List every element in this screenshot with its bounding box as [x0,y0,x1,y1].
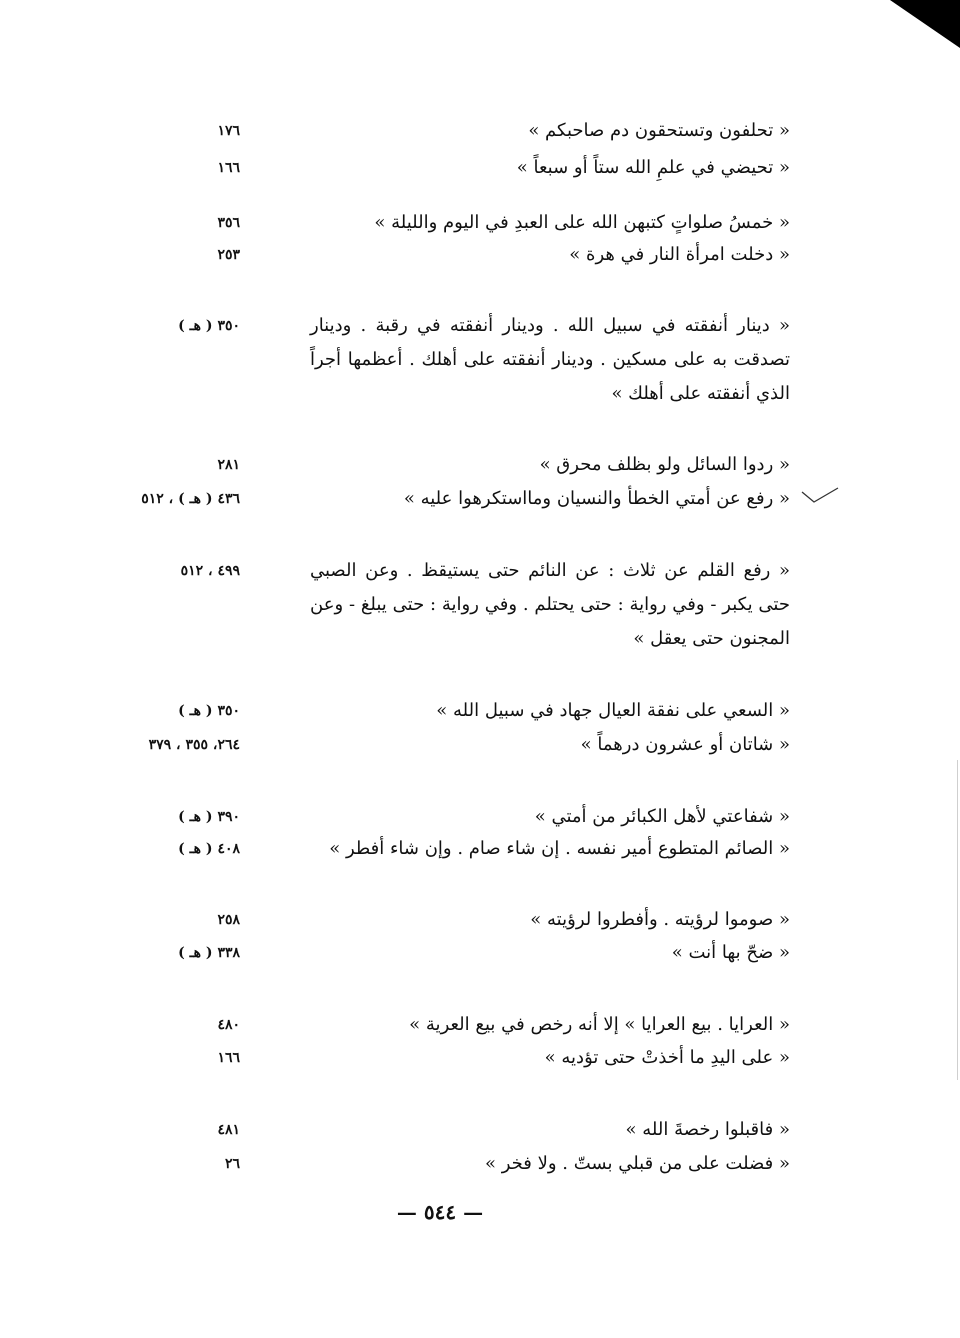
page-reference: ٣٥٠ ( هـ ) [178,703,240,719]
hadith-text: « دينار أنفقته في سبيل الله . ودينار أنفقته في رقبة . ودينار تصدقت به على مسكين . ودينار أنفقته على أهلك . أعظمها أجراً الذي أنفقته على أهلك » [310,315,790,404]
check-mark-icon [800,486,840,506]
page-reference: ٢٦٤، ٣٥٥ ، ٣٧٩ [148,737,240,753]
page-reference: ٣٥٠ ( هـ ) [178,318,240,334]
hadith-text: « السعي على نفقة العيال جهاد في سبيل الله » [436,700,790,721]
page-reference: ٤٠٨ ( هـ ) [178,841,240,857]
hadith-text: « رفع القلم عن ثلاث : عن النائم حتى يستيقظ . وعن الصبي حتى يكبر - وفي رواية : حتى يحتلم . وفي رواية : حتى يبلغ - وعن المجنون حتى يعقل » [310,560,790,649]
page-reference: ١٦٦ [217,1050,240,1066]
page-reference: ٢٥٣ [217,247,240,263]
page-reference: ٤٣٦ ( هـ ) ، ٥١٢ [141,491,240,507]
page-reference: ٣٥٦ [217,215,240,231]
hadith-text: « فضلت على من قبلي بستّ . ولا فخر » [485,1153,790,1174]
page-reference: ٣٣٨ ( هـ ) [178,945,240,961]
hadith-text: « الصائم المتطوع أمير نفسه . إن شاء صام . وإن شاء أفطر » [329,838,790,859]
page-reference: ١٧٦ [217,123,240,139]
hadith-text: « دخلت امرأة النار في هرة » [569,244,790,265]
hadith-text: « فاقبلوا رخصةَ الله » [625,1119,790,1140]
page-reference: ٢٦ [224,1156,240,1172]
page-reference: ٤٨١ [217,1122,240,1138]
hadith-text: « صوموا لرؤيته . وأفطروا لرؤيته » [530,909,790,930]
corner-mark [890,0,960,48]
hadith-text: « العرايا . بيع العرايا » إلا أنه رخص في بيع العرية » [409,1014,790,1035]
page-reference: ٣٩٠ ( هـ ) [178,809,240,825]
page-number: — ٥٤٤ — [396,1200,484,1224]
hadith-text: « خمسُ صلواتٍ كتبهن الله على العبدِ في اليوم والليلة » [374,212,790,233]
hadith-text: « رفع عن أمتي الخطأ والنسيان ومااستكرهوا عليه » [403,488,790,509]
page-reference: ٤٨٠ [217,1017,240,1033]
page-reference: ٢٥٨ [217,912,240,928]
page-reference: ١٦٦ [217,160,240,176]
hadith-text: « ضحّ بها أنت » [671,942,790,963]
hadith-text: « على اليدِ ما أخذتْ حتى تؤديه » [544,1047,790,1068]
binding-line [957,760,958,1080]
hadith-text: « شفاعتي لأهل الكبائر من أمتي » [534,806,790,827]
hadith-text: « تحيضي في علمِ الله ستاً أو سبعاً » [516,157,790,178]
hadith-text: « تحلفون وتستحقون دم صاحبكم » [528,120,790,141]
hadith-text: « شاتان أو عشرون درهماً » [580,734,790,755]
page-reference: ٢٨١ [217,457,240,473]
hadith-text: « ردوا السائل ولو بظلف محرق » [539,454,790,475]
page-reference: ٤٩٩ ، ٥١٢ [180,563,240,579]
